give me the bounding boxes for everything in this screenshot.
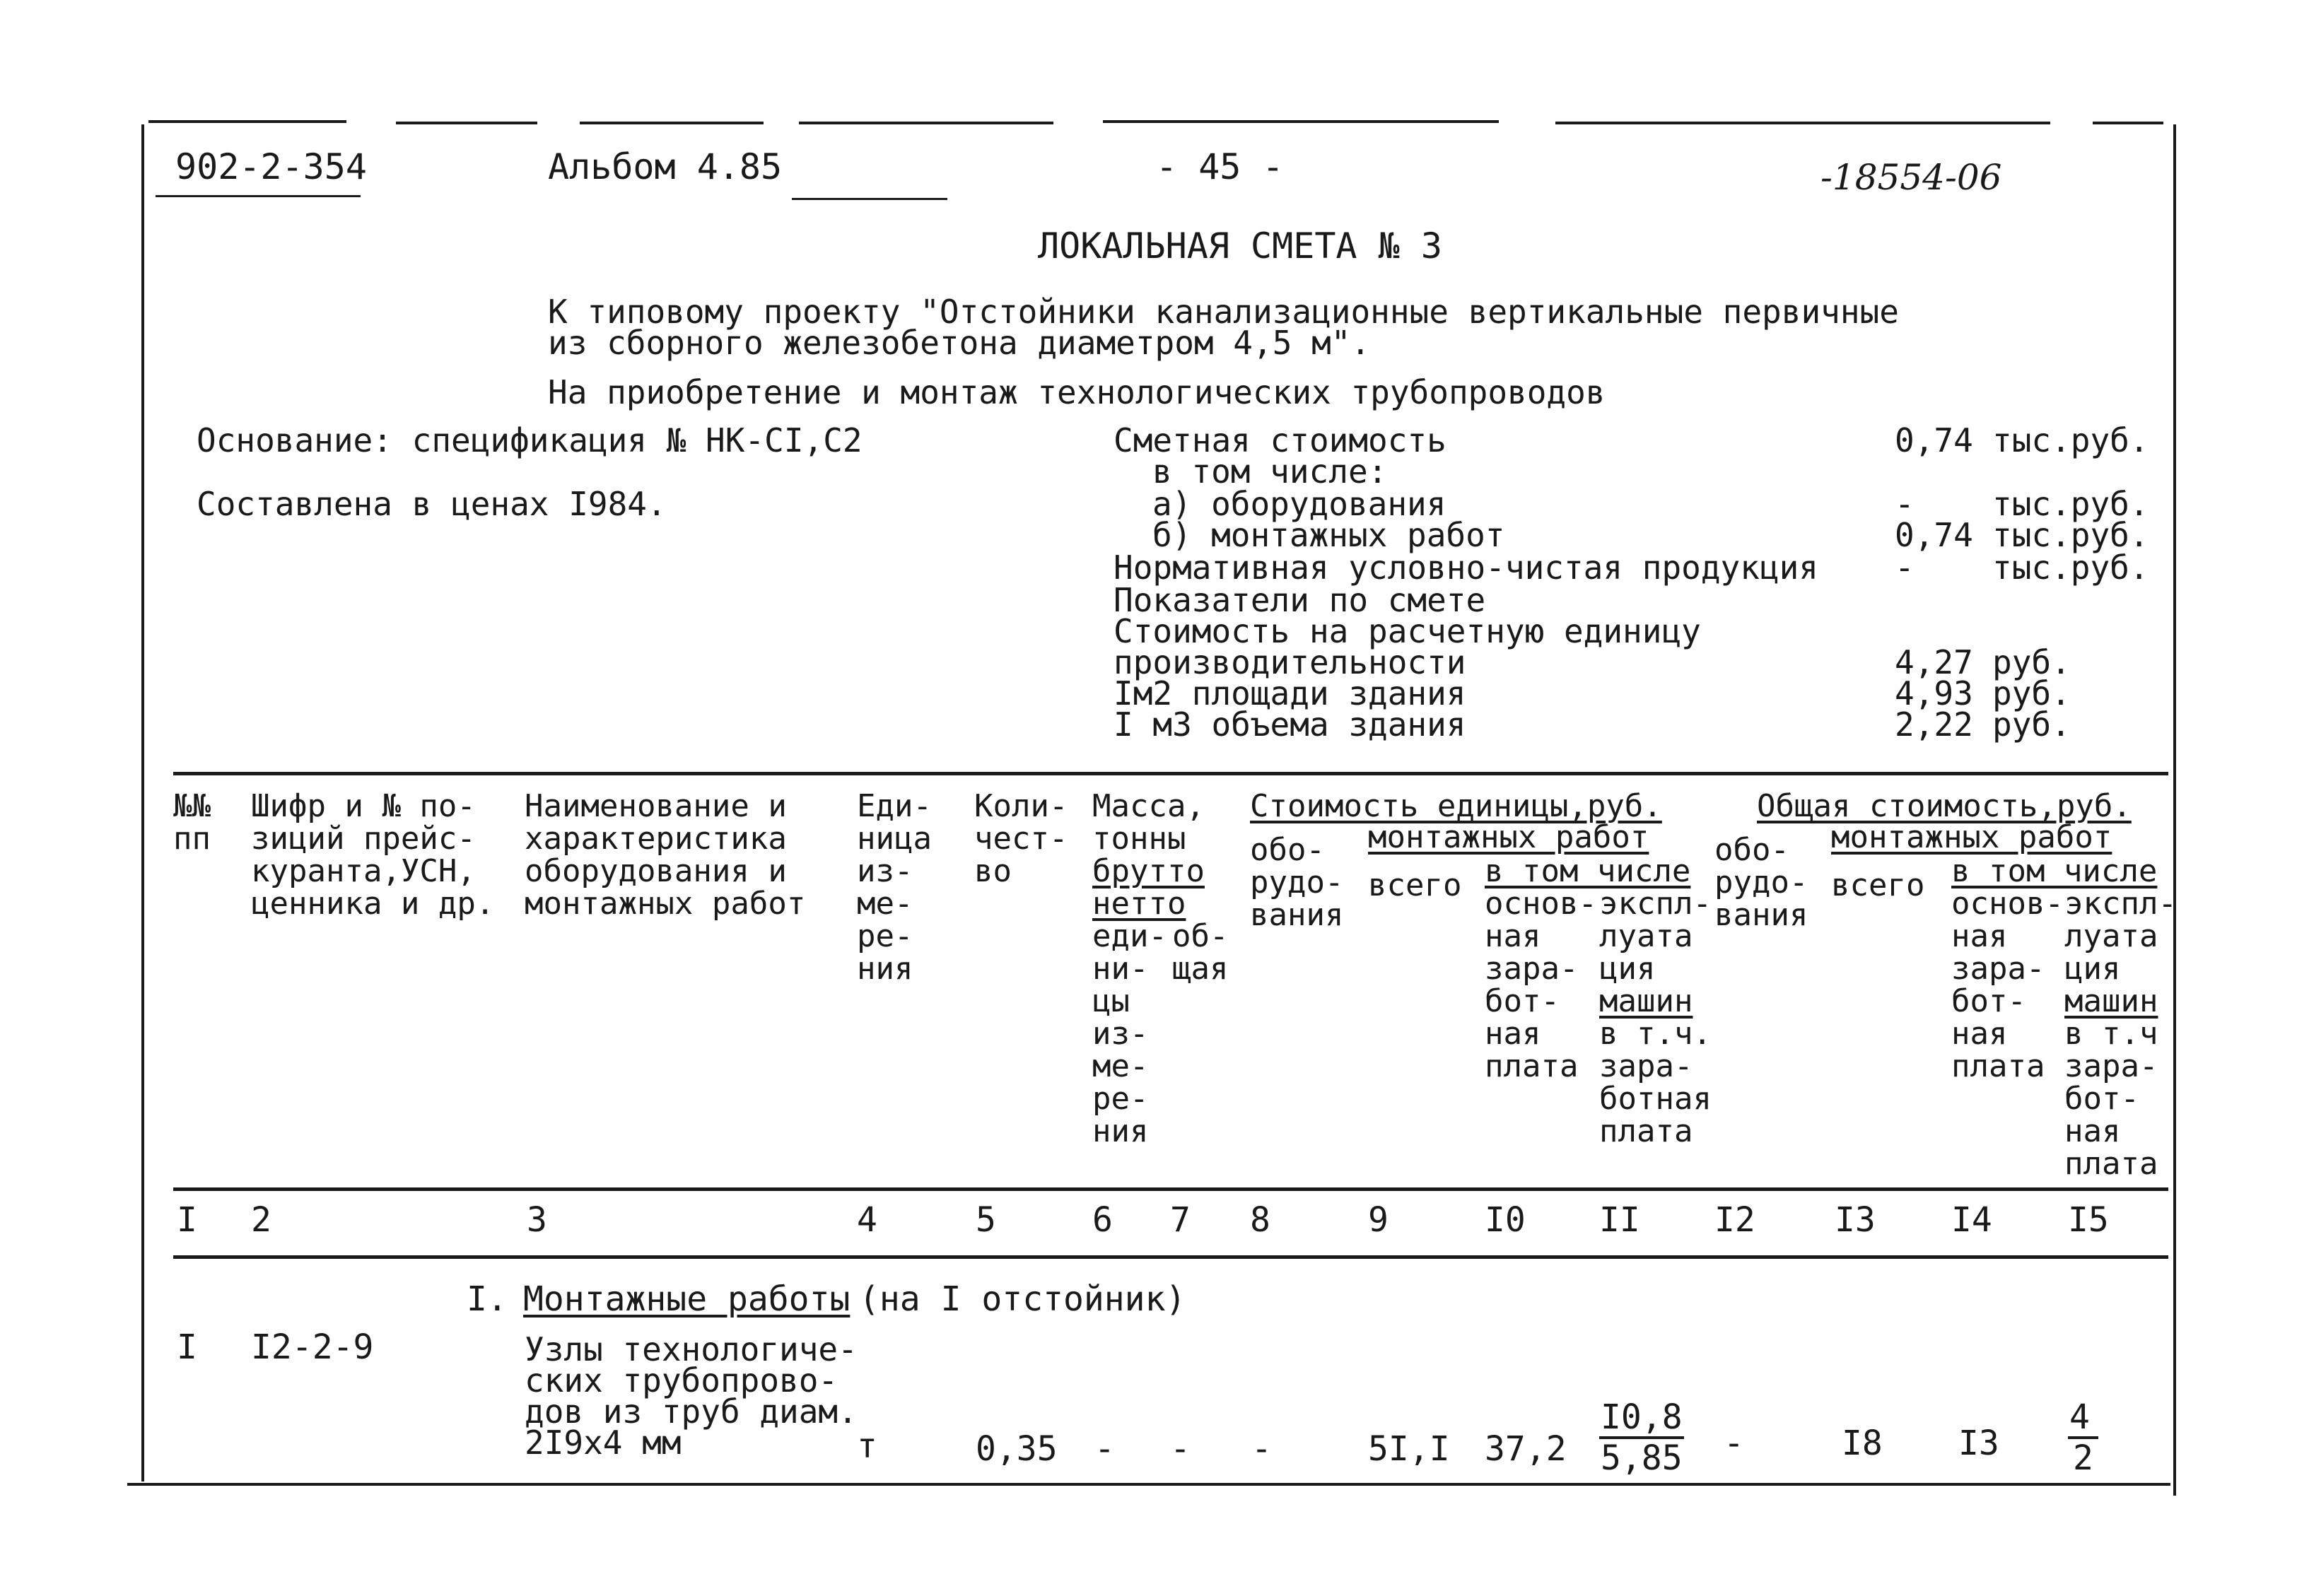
header-unit-cost-title: Стоимость единицы,руб. — [1250, 788, 1662, 824]
frame-right-border — [2173, 124, 2176, 1496]
summary-unit: тыс.руб. — [1992, 516, 2149, 554]
header-unit-incl-wage: в т.ч. зара- ботная плата — [1599, 1016, 1712, 1149]
header-row-number: №№ пп — [173, 788, 211, 857]
summary-unit: тыс.руб. — [1992, 548, 2149, 587]
header-bottom-rule — [173, 1187, 2168, 1191]
column-number: 2 — [251, 1200, 271, 1240]
row-unit-exploitation — [1599, 1398, 1684, 1477]
column-number: 4 — [857, 1200, 877, 1240]
project-line-3: На приобретение и монтаж технологических трубопроводов — [548, 373, 1606, 411]
summary-label: а) оборудования — [1152, 485, 1446, 523]
row-quantity: 0,35 — [976, 1429, 1058, 1469]
row-name-line: Узлы технологиче- — [525, 1330, 858, 1368]
project-code-underline — [156, 195, 361, 197]
header-unit-basic-wage: основ- ная зара- бот- ная плата — [1485, 886, 1597, 1084]
header-unit-including: в том числе — [1485, 853, 1691, 889]
header-total-total: всего — [1831, 867, 1925, 903]
handwritten-number: -18554-06 — [1820, 157, 2002, 198]
column-number: I5 — [2068, 1200, 2109, 1240]
header-unit-equipment: обо- рудо- вания — [1250, 832, 1344, 933]
summary-label: I м3 объема здания — [1114, 705, 1466, 744]
row-unit-exploitation-bottom: 5,85 — [1601, 1438, 1683, 1478]
row-name-line: дов из труб диам. — [525, 1392, 858, 1431]
summary-value: 4,27 — [1895, 643, 1973, 681]
table-top-rule — [173, 772, 2168, 775]
summary-value: 0,74 — [1895, 516, 1973, 554]
column-number: 6 — [1092, 1200, 1113, 1240]
column-number: 5 — [976, 1200, 996, 1240]
row-unit-basic-wage: 37,2 — [1485, 1429, 1567, 1469]
frame-left-border — [141, 124, 144, 1481]
summary-label: Показатели по смете — [1114, 581, 1486, 619]
header-mass-brutto: брутто — [1092, 853, 1205, 889]
summary-label: Нормативная условно-чистая продукция — [1114, 548, 1818, 587]
column-number: I4 — [1951, 1200, 1992, 1240]
column-number: II — [1599, 1200, 1640, 1240]
summary-label: Iм2 площади здания — [1114, 674, 1466, 712]
header-mass-unit: еди- ни- цы из- ме- ре- ния — [1092, 918, 1167, 1149]
row-total-equipment: - — [1724, 1424, 1744, 1463]
row-total-basic-wage: I3 — [1958, 1424, 1999, 1463]
project-code: 902-2-354 — [175, 146, 367, 187]
header-mass-total: об- щая — [1172, 918, 1229, 987]
column-number: I0 — [1485, 1200, 1526, 1240]
header-mass-title: Масса, тонны — [1092, 788, 1205, 857]
column-number: 8 — [1250, 1200, 1270, 1240]
column-number: I — [177, 1200, 197, 1240]
row-unit-total: 5I,I — [1368, 1429, 1450, 1469]
summary-unit: тыс.руб. — [1992, 421, 2149, 459]
section-number: I. — [467, 1279, 508, 1319]
row-unit: т — [857, 1426, 877, 1466]
album-label: Альбом 4.85 — [548, 146, 783, 187]
column-number: I3 — [1835, 1200, 1876, 1240]
header-unit-install-title: монтажных работ — [1368, 819, 1649, 855]
row-unit-exploitation-top: I0,8 — [1599, 1398, 1684, 1439]
basis-prices: Составлена в ценах I984. — [197, 485, 667, 523]
row-total-exploitation — [2068, 1398, 2098, 1477]
row-mass-unit: - — [1094, 1429, 1115, 1469]
header-unit-machines: машин — [1599, 983, 1693, 1019]
header-total-install-title: монтажных работ — [1831, 819, 2112, 855]
project-line-1: К типовому проекту "Отстойники канализационные вертикальные первичные — [548, 293, 1899, 331]
header-quantity: Коли- чест- во — [974, 788, 1068, 889]
header-total-including: в том числе — [1951, 853, 2158, 889]
column-number: 3 — [527, 1200, 547, 1240]
summary-unit: тыс.руб. — [1992, 485, 2149, 523]
section-note: (на I отстойник) — [859, 1279, 1186, 1319]
summary-value: - — [1895, 548, 1915, 587]
row-code: I2-2-9 — [251, 1327, 374, 1367]
header-total-machines: машин — [2064, 983, 2158, 1019]
header-unit-exploitation: экспл- луата ция — [1599, 886, 1712, 987]
header-total-equipment: обо- рудо- вания — [1714, 832, 1808, 933]
row-total-exploitation-bottom: 2 — [2073, 1438, 2093, 1478]
header-unit: Еди- ница из- ме- ре- ния — [857, 788, 932, 987]
column-number: 7 — [1170, 1200, 1191, 1240]
row-unit-equipment: - — [1251, 1429, 1272, 1469]
column-number: 9 — [1368, 1200, 1389, 1240]
page-number: - 45 - — [1156, 146, 1284, 187]
header-total-basic-wage: основ- ная зара- бот- ная плата — [1951, 886, 2064, 1084]
header-total-incl-wage: в т.ч зара- бот- ная плата — [2064, 1016, 2158, 1182]
section-title: Монтажные работы — [523, 1279, 851, 1319]
project-line-2: из сборного железобетона диаметром 4,5 м". — [548, 324, 1371, 362]
row-name-line: ских трубопрово- — [525, 1361, 838, 1400]
album-underline — [792, 198, 947, 200]
summary-value: 0,74 — [1895, 421, 1973, 459]
summary-label: производительности — [1114, 643, 1466, 681]
summary-label: Стоимость на расчетную единицу — [1114, 612, 1701, 650]
header-name: Наименование и характеристика оборудования и монтажных работ — [525, 788, 806, 922]
row-total-total: I8 — [1842, 1424, 1883, 1463]
header-total-exploitation: экспл- луата ция — [2064, 886, 2177, 987]
basis-foundation: Основание: спецификация № НК-СI,С2 — [197, 421, 863, 459]
summary-label: Сметная стоимость — [1114, 421, 1446, 459]
header-mass-netto: нетто — [1092, 886, 1186, 922]
summary-unit: руб. — [1992, 643, 2071, 681]
summary-unit: руб. — [1992, 674, 2071, 712]
row-mass-total: - — [1170, 1429, 1191, 1469]
row-total-exploitation-top: 4 — [2068, 1398, 2098, 1439]
header-total-cost-title: Общая стоимость,руб. — [1757, 788, 2132, 824]
frame-bottom-border — [127, 1483, 2170, 1486]
column-number: I2 — [1714, 1200, 1755, 1240]
column-numbers-rule — [173, 1255, 2168, 1259]
summary-value: 4,93 — [1895, 674, 1973, 712]
estimate-title: ЛОКАЛЬНАЯ СМЕТА № 3 — [1038, 225, 1442, 266]
header-unit-total: всего — [1368, 867, 1462, 903]
summary-unit: руб. — [1992, 705, 2071, 744]
summary-value: 2,22 — [1895, 705, 1973, 744]
summary-value: - — [1895, 485, 1915, 523]
header-code: Шифр и № по- зиций прейс- куранта,УСН, ценника и др. — [251, 788, 495, 922]
row-number: I — [177, 1327, 197, 1367]
row-name-line: 2I9x4 мм — [525, 1424, 682, 1462]
summary-label: б) монтажных работ — [1152, 516, 1505, 554]
summary-label: в том числе: — [1152, 452, 1388, 491]
